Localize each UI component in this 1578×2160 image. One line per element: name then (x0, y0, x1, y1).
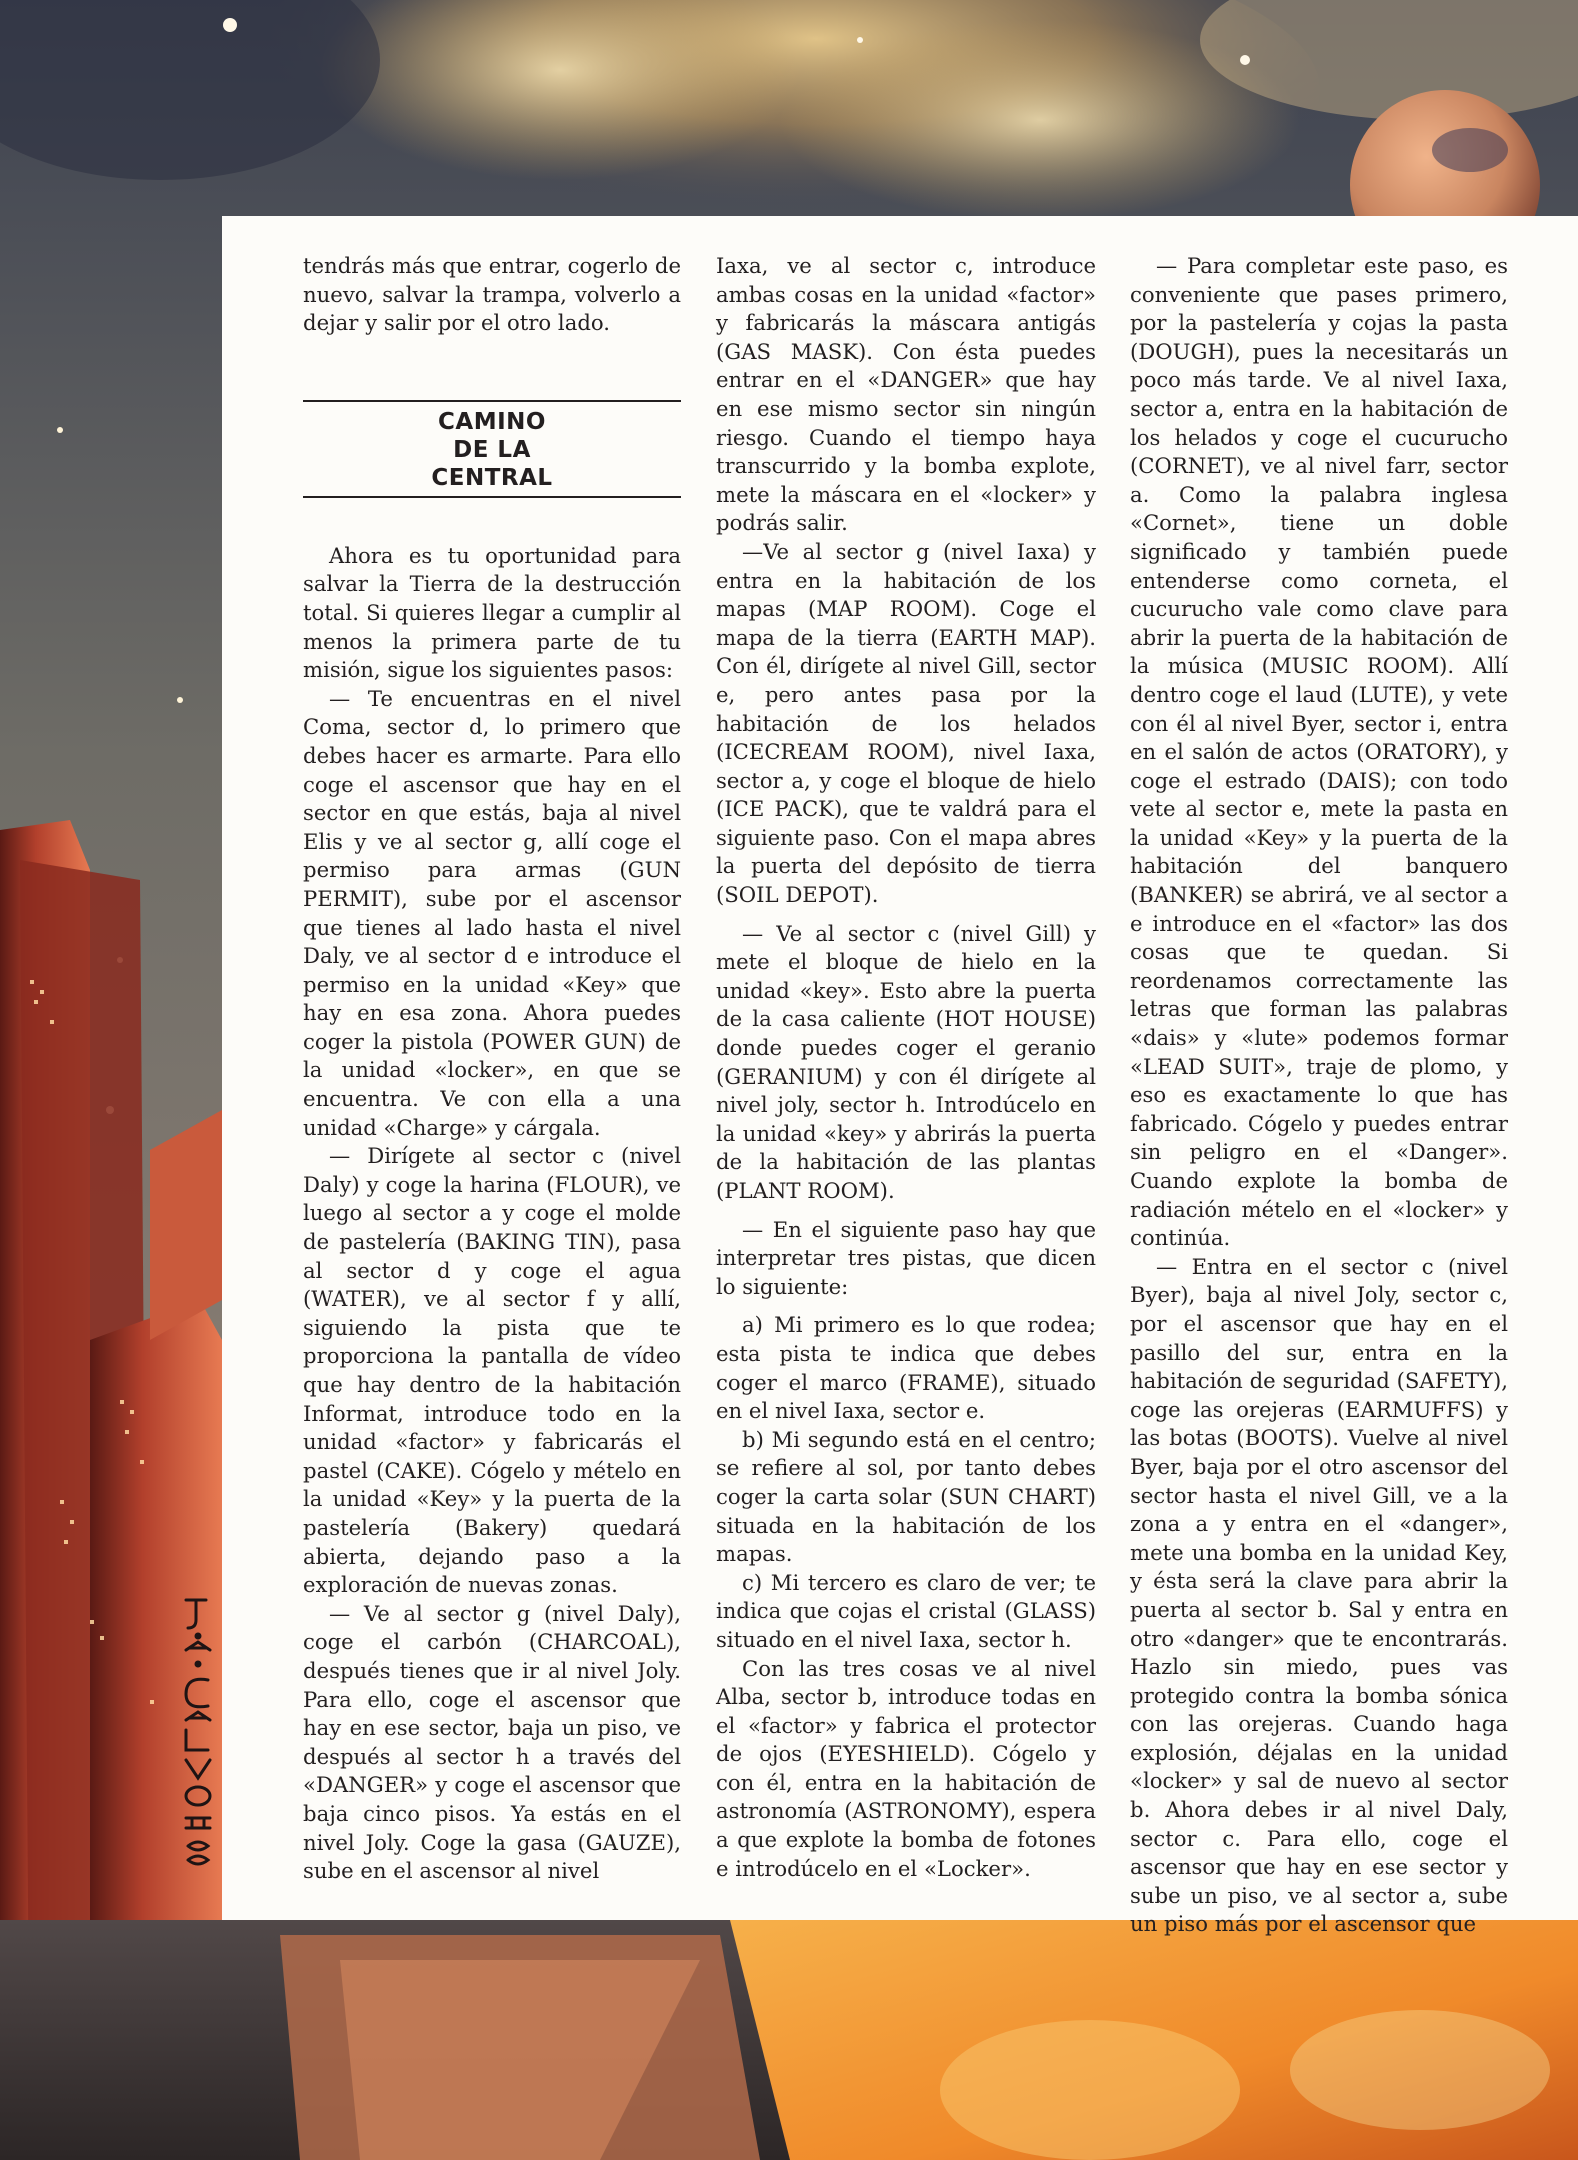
paragraph: — Entra en el sector c (nivel Byer), baja al nivel Joly, sector c, por el ascensor que hay en el pasillo del sur, entra en la habitación de seguridad (SAFETY), coge las orejeras (EARMUFFS) y las botas (BOOTS). Vuelve al nivel Byer, baja por el otro ascensor del sector hasta el nivel Gill, ve a la zona a y entra en el «danger», mete una bomba en la unidad Key, y ésta será la clave para abrir la puerta al sector b. Sal y entra en otro «danger» que te encontrarás. Hazlo sin miedo, pues vas protegido contra la bomba sónica con las orejeras. Cuando haga explosión, déjalas en la unidad «locker» y sal de nuevo al sector b. Ahora debes ir al nivel Daly, sector c. Para ello, coge el ascensor que hay en ese sector y sube un piso, ve al sector a, sube un piso más por el ascensor que (1130, 1253, 1508, 1937)
artist-signature (176, 1590, 220, 1890)
paragraph: — En el siguiente paso hay que interpretar tres pistas, que dicen lo siguiente: (716, 1216, 1096, 1299)
section-heading (303, 400, 681, 498)
article-column-3 (1130, 252, 1508, 1939)
clue-paragraph: b) Mi segundo está en el centro; se refiere al sol, por tanto debes coger la carta solar (SUN CHART) situada en la habitación de los mapas. (716, 1426, 1096, 1567)
article-column-2 (716, 252, 1096, 1883)
clue-paragraph: c) Mi tercero es claro de ver; te indica que cojas el cristal (GLASS) situado en el nivel Iaxa, sector h. (716, 1569, 1096, 1652)
heading-line-2: DE LA (453, 436, 531, 463)
paragraph: — Dirígete al sector c (nivel Daly) y coge la harina (FLOUR), ve luego al sector a y coge el molde de pastelería (BAKING TIN), pasa al sector d y coge el agua (WATER), ve al sector f y allí, siguiendo la pista que te proporciona la pantalla de vídeo que hay dentro de la habitación Informat, introduce todo en la unidad «factor» y fabricarás el pastel (CAKE). Cógelo y mételo en la unidad «Key» y la puerta de la pastelería (Bakery) quedará abierta, dejando paso a la exploración de nuevas zonas. (303, 1143, 681, 1598)
paragraph: — Ve al sector c (nivel Gill) y mete el bloque de hielo en la unidad «key». Esto abre la puerta de la casa caliente (HOT HOUSE) donde puedes coger el geranio (GERANIUM) y con él dirígete al nivel joly, sector h. Introdúcelo en la unidad «key» y abrirás la puerta de la habitación de las plantas (PLANT ROOM). (716, 920, 1096, 1203)
paragraph: — Te encuentras en el nivel Coma, sector d, lo primero que debes hacer es armarte. Para ello coge el ascensor que hay en el sector en que estás, baja al nivel Elis y ve al sector g, allí coge el permiso para armas (GUN PERMIT), sube por el ascensor que tienes al lado hasta el nivel Daly, ve al sector d e introduce el permiso en la unidad «Key» que hay en esa zona. Ahora puedes coger la pistola (POWER GUN) de la unidad «locker», en que se encuentra. Ve con ella a una unidad «Charge» y cárgala. (303, 685, 681, 1140)
clue-paragraph: a) Mi primero es lo que rodea; esta pista te indica que debes coger el marco (FRAME), situado en el nivel Iaxa, sector e. (716, 1312, 1096, 1424)
article-column-1 (303, 252, 681, 1886)
paragraph: — Ve al sector g (nivel Daly), coge el carbón (CHARCOAL), después tienes que ir al nivel Joly. Para ello, coge el ascensor que hay en ese sector, baja un piso, ve después al sector h a través del «DANGER» y coge el ascensor que baja cinco pisos. Ya estás en el nivel Joly. Coge la gasa (GAUZE), sube en el ascensor al nivel (303, 1600, 681, 1884)
paragraph: Con las tres cosas ve al nivel Alba, sector b, introduce todas en el «factor» y fabrica el protector de ojos (EYESHIELD). Cógelo y con él, entra en la habitación de astronomía (ASTRONOMY), espera a que explote la bomba de fotones e introdúcelo en el «Locker». (716, 1655, 1096, 1881)
paragraph: — Para completar este paso, es conveniente que pases primero, por la pastelería y cojas la pasta (DOUGH), pues la necesitarás un poco más tarde. Ve al nivel Iaxa, sector a, entra en la habitación de los helados y coge el cucurucho (CORNET), ve al nivel farr, sector a. Como la palabra inglesa «Cornet», tiene un doble significado y también puede entenderse como corneta, el cucurucho vale como clave para abrir la puerta de la habitación de la música (MUSIC ROOM). Allí dentro coge el laud (LUTE), y vete con él al nivel Byer, sector i, entra en el salón de actos (ORATORY), y coge el estrado (DAIS); con todo vete al sector e, mete la pasta en la unidad «Key» y la puerta de la habitación del banquero (BANKER) se abrirá, ve al sector a e introduce en el «factor» las dos cosas que te quedan. Si reordenamos correctamente las letras que forman las palabras «dais» y «lute» podemos formar «LEAD SUIT», traje de plomo, y eso es exactamente lo que has fabricado. Cógelo y puedes entrar sin peligro en el «Danger». Cuando explote la bomba de radiación mételo en el «locker» y continúa. (1130, 253, 1508, 1251)
heading-line-3: CENTRAL (431, 464, 553, 491)
heading-line-1: CAMINO (438, 408, 546, 435)
paragraph-col1-intro: tendrás más que entrar, cogerlo de nuevo, salvar la trampa, volverlo a dejar y salir por el otro lado. (303, 253, 681, 336)
paragraph: Ahora es tu oportunidad para salvar la Tierra de la destrucción total. Si quieres llegar a cumplir al menos la primera parte de tu misión, sigue los siguientes pasos: (303, 542, 681, 683)
paragraph: Iaxa, ve al sector c, introduce ambas cosas en la unidad «factor» y fabricarás la máscara antigás (GAS MASK). Con ésta puedes entrar en el «DANGER» que hay en ese mismo sector sin ningún riesgo. Cuando el tiempo haya transcurrido y la bomba explote, mete la máscara en el «locker» y podrás salir. (716, 253, 1096, 536)
paragraph: —Ve al sector g (nivel Iaxa) y entra en la habitación de los mapas (MAP ROOM). Coge el mapa de la tierra (EARTH MAP). Con él, dirígete al nivel Gill, sector e, pero antes pasa por la habitación de los helados (ICECREAM ROOM), nivel Iaxa, sector a, y coge el bloque de hielo (ICE PACK), que te valdrá para el siguiente paso. Con el mapa abres la puerta del depósito de tierra (SOIL DEPOT). (716, 538, 1096, 908)
